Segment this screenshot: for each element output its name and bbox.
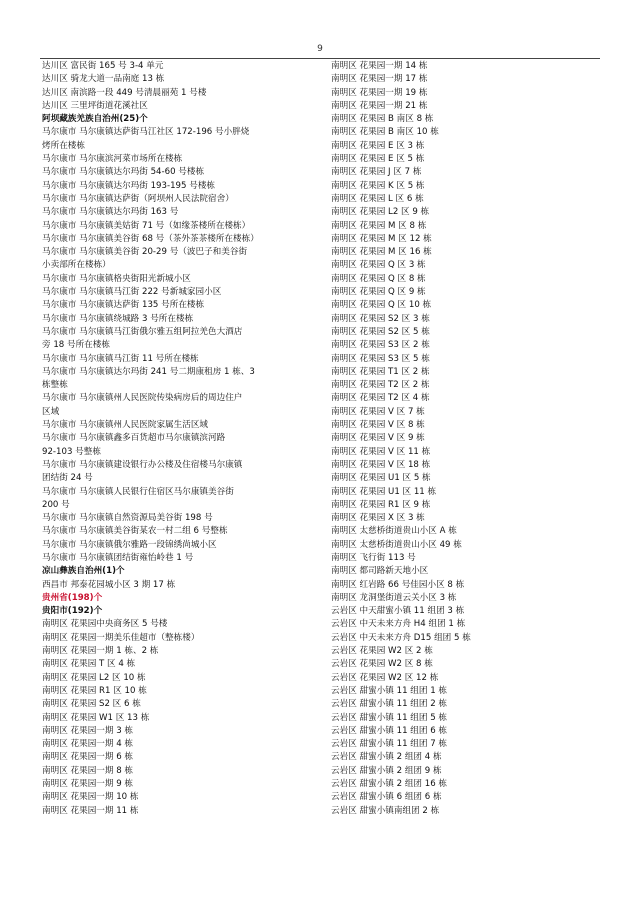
- right-column-entry: 南明区 太慈桥街道贵山小区 A 栋: [331, 526, 457, 537]
- left-column-entry: 200 号: [42, 499, 70, 510]
- right-column-entry: 南明区 花果园 L2 区 9 栋: [331, 207, 430, 218]
- right-column-entry: 南明区 花果园 B 南区 10 栋: [331, 127, 439, 138]
- right-column-entry: 南明区 花果园 M 区 8 栋: [331, 220, 427, 231]
- left-column-entry: 92-103 号整栋: [42, 446, 101, 457]
- left-column-entry: 马尔康市 马尔康镇马江街俄尔雅五组阿拉羌色大酒店: [42, 326, 243, 337]
- left-column-entry: 区域: [42, 406, 60, 417]
- right-column-entry: 南明区 花果园 V 区 9 栋: [331, 433, 425, 444]
- left-column-entry: 团结街 24 号: [42, 473, 93, 484]
- right-column-entry: 南明区 花果园 Q 区 3 栋: [331, 260, 426, 271]
- right-column-entry: 云岩区 甜蜜小镇 2 组团 9 栋: [331, 765, 442, 776]
- left-column-entry: 马尔康市 马尔康镇达尔玛街 193-195 号楼栋: [42, 180, 216, 191]
- left-column-entry: 南明区 花果园 R1 区 10 栋: [42, 685, 147, 696]
- left-column-entry: 南明区 花果园 W1 区 13 栋: [42, 712, 150, 723]
- right-column-entry: 云岩区 甜蜜小镇 11 组团 2 栋: [331, 699, 447, 710]
- left-column-entry: 马尔康市 马尔康镇绕城路 3 号所在楼栋: [42, 313, 194, 324]
- left-column-entry: 西昌市 邦泰花园城小区 3 期 17 栋: [42, 579, 176, 590]
- section-heading: 凉山彝族自治州(1)个: [42, 566, 125, 577]
- right-column-entry: 南明区 花果园 T2 区 2 栋: [331, 380, 430, 391]
- right-column-entry: 南明区 花果园 L 区 6 栋: [331, 193, 424, 204]
- right-column-entry: 南明区 花果园一期 19 栋: [331, 87, 428, 98]
- left-column-entry: 马尔康市 马尔康滨河菜市场所在楼栋: [42, 154, 183, 165]
- left-column-entry: 南明区 花果园一期 4 栋: [42, 739, 134, 750]
- left-column-entry: 马尔康市 马尔康镇建设银行办公楼及住宿楼马尔康镇: [42, 459, 243, 470]
- left-column-entry: 马尔康市 马尔康镇鑫多百货超市马尔康镇滨河路: [42, 433, 226, 444]
- right-column-entry: 南明区 花果园 J 区 7 栋: [331, 167, 422, 178]
- left-column-entry: 南明区 花果园中央商务区 5 号楼: [42, 619, 168, 630]
- right-column-entry: 云岩区 中天未来方舟 D15 组团 5 栋: [331, 632, 471, 643]
- left-column-entry: 烤所在楼栋: [42, 140, 85, 151]
- right-column-entry: 南明区 花果园 E 区 5 栋: [331, 154, 425, 165]
- right-column-entry: 南明区 花果园 S3 区 2 栋: [331, 340, 430, 351]
- left-column-entry: 马尔康市 马尔康镇达尔玛街 163 号: [42, 207, 179, 218]
- right-column-entry: 南明区 花果园一期 14 栋: [331, 61, 428, 71]
- right-column-entry: 南明区 花果园 T2 区 4 栋: [331, 393, 430, 404]
- right-column-entry: 南明区 花果园 V 区 8 栋: [331, 420, 425, 431]
- right-column-entry: 南明区 花果园 S2 区 5 栋: [331, 326, 430, 337]
- left-column-entry: 南明区 花果园一期 11 栋: [42, 805, 139, 816]
- left-column-entry: 南明区 花果园 T 区 4 栋: [42, 659, 136, 670]
- right-column-entry: 南明区 花果园一期 21 栋: [331, 100, 428, 111]
- left-column-entry: 马尔康市 马尔康镇达尔玛街 54-60 号楼栋: [42, 167, 205, 178]
- section-heading: 贵阳市(192)个: [42, 606, 103, 617]
- right-column-entry: 南明区 花果园 V 区 7 栋: [331, 406, 425, 417]
- left-column-entry: 马尔康市 马尔康镇格央街阳光新城小区: [42, 273, 191, 284]
- left-column-entry: 马尔康市 马尔康镇美谷街 68 号（茶外茶茶楼所在楼栋）: [42, 233, 259, 244]
- left-column-entry: 马尔康市 马尔康镇达尔玛街 241 号二期康租房 1 栋、3: [42, 366, 255, 377]
- right-column-entry: 南明区 花果园一期 17 栋: [331, 74, 428, 85]
- right-column-entry: 南明区 花果园 U1 区 5 栋: [331, 473, 431, 484]
- left-column-entry: 小卖部所在楼栋）: [42, 260, 111, 271]
- left-column-entry: 南明区 花果园一期美乐佳超市（整栋楼）: [42, 632, 200, 643]
- right-column-entry: 南明区 花果园 S2 区 3 栋: [331, 313, 430, 324]
- right-column-entry: 云岩区 甜蜜小镇 2 组团 4 栋: [331, 752, 442, 763]
- left-column-entry: 南明区 花果园一期 10 栋: [42, 792, 139, 803]
- right-column-entry: 云岩区 花果园 W2 区 2 栋: [331, 646, 433, 657]
- left-column-entry: 南明区 花果园一期 3 栋: [42, 725, 134, 736]
- section-heading: 阿坝藏族羌族自治州(25)个: [42, 114, 148, 125]
- right-column-entry: 南明区 红岩路 66 号佳园小区 8 栋: [331, 579, 465, 590]
- left-column-entry: 马尔康市 马尔康镇美姑街 71 号（如缘茶楼所在楼栋）: [42, 220, 251, 231]
- header-rule: [40, 58, 600, 59]
- left-column-entry: 南明区 花果园 S2 区 6 栋: [42, 699, 141, 710]
- right-column-entry: 南明区 花果园 R1 区 9 栋: [331, 499, 431, 510]
- right-column-entry: 云岩区 花果园 W2 区 12 栋: [331, 672, 439, 683]
- left-column-entry: 马尔康市 马尔康镇州人民医院家属生活区域: [42, 420, 209, 431]
- right-column-entry: 云岩区 甜蜜小镇 11 组团 1 栋: [331, 685, 447, 696]
- right-column-entry: 南明区 花果园 S3 区 5 栋: [331, 353, 430, 364]
- left-column-entry: 马尔康市 马尔康镇达萨街马江社区 172-196 号小胖烧: [42, 127, 250, 138]
- left-column-entry: 南明区 花果园一期 9 栋: [42, 779, 134, 790]
- right-column-entry: 南明区 花果园 V 区 11 栋: [331, 446, 431, 457]
- right-column-entry: 南明区 太慈桥街道贵山小区 49 栋: [331, 539, 462, 550]
- left-column-entry: 旁 18 号所在楼栋: [42, 340, 110, 351]
- right-column-entry: 云岩区 中天甜蜜小镇 11 组团 3 栋: [331, 606, 465, 617]
- right-column-entry: 南明区 花果园 M 区 16 栋: [331, 247, 432, 258]
- left-column-entry: 南明区 花果园 L2 区 10 栋: [42, 672, 146, 683]
- left-column-entry: 南明区 花果园一期 1 栋、2 栋: [42, 646, 159, 657]
- right-column-entry: 云岩区 甜蜜小镇 11 组团 7 栋: [331, 739, 447, 750]
- left-column-entry: 马尔康市 马尔康镇马江街 222 号新城家园小区: [42, 287, 222, 298]
- left-column-entry: 马尔康市 马尔康镇自然资源局美谷街 198 号: [42, 513, 213, 524]
- left-column-entry: 马尔康市 马尔康镇人民银行住宿区马尔康镇美谷街: [42, 486, 234, 497]
- right-column-entry: 南明区 花果园 Q 区 10 栋: [331, 300, 432, 311]
- left-column-entry: 南明区 花果园一期 8 栋: [42, 765, 134, 776]
- right-column-entry: 云岩区 花果园 W2 区 8 栋: [331, 659, 433, 670]
- right-column-entry: 云岩区 中天未来方舟 H4 组团 1 栋: [331, 619, 466, 630]
- right-column-entry: 南明区 花果园 U1 区 11 栋: [331, 486, 437, 497]
- right-column-entry: 云岩区 甜蜜小镇 11 组团 6 栋: [331, 725, 447, 736]
- left-column-entry: 达川区 骑龙大道一品南庭 13 栋: [42, 74, 165, 85]
- right-column-entry: 南明区 龙洞堡街道云关小区 3 栋: [331, 592, 457, 603]
- left-column-entry: 马尔康市 马尔康镇达萨街（阿坝州人民法院宿舍）: [42, 193, 234, 204]
- right-column-entry: 南明区 花果园 B 南区 8 栋: [331, 114, 434, 125]
- right-column-entry: 南明区 都司路新天地小区: [331, 566, 429, 577]
- right-column-entry: 云岩区 甜蜜小镇 2 组团 16 栋: [331, 779, 447, 790]
- left-column-entry: 马尔康市 马尔康镇州人民医院传染病房后的周边住户: [42, 393, 243, 404]
- left-column-entry: 马尔康市 马尔康镇美谷街 20-29 号（波巴子和美谷街: [42, 247, 248, 258]
- left-column-entry: 栋整栋: [42, 380, 68, 391]
- right-column-entry: 南明区 花果园 X 区 3 栋: [331, 513, 425, 524]
- left-column-entry: 马尔康市 马尔康镇俄尔雅路一段锦绣尚城小区: [42, 539, 217, 550]
- right-column-entry: 南明区 花果园 T1 区 2 栋: [331, 366, 430, 377]
- right-column-entry: 南明区 花果园 E 区 3 栋: [331, 140, 425, 151]
- right-column-entry: 南明区 花果园 V 区 18 栋: [331, 459, 431, 470]
- right-column-entry: 南明区 花果园 M 区 12 栋: [331, 233, 432, 244]
- section-heading: 贵州省(198)个: [42, 592, 103, 603]
- left-column-entry: 达川区 富民街 165 号 3-4 单元: [42, 61, 164, 71]
- left-column-entry: 达川区 三里坪街道花溪社区: [42, 100, 148, 111]
- page-number: 9: [317, 44, 323, 54]
- left-column-entry: 马尔康市 马尔康镇马江街 11 号所在楼栋: [42, 353, 199, 364]
- left-column-entry: 南明区 花果园一期 6 栋: [42, 752, 134, 763]
- left-column: [42, 60, 332, 818]
- left-column-entry: 马尔康市 马尔康镇美谷街某农一村二组 6 号整栋: [42, 526, 228, 537]
- right-column-entry: 南明区 花果园 K 区 5 栋: [331, 180, 425, 191]
- right-column: [331, 60, 606, 818]
- right-column-entry: 云岩区 甜蜜小镇 11 组团 5 栋: [331, 712, 447, 723]
- right-column-entry: 云岩区 甜蜜小镇南组团 2 栋: [331, 805, 440, 816]
- right-column-entry: 南明区 花果园 Q 区 8 栋: [331, 273, 426, 284]
- right-column-entry: 南明区 花果园 Q 区 9 栋: [331, 287, 426, 298]
- right-column-entry: 南明区 飞行街 113 号: [331, 552, 416, 563]
- right-column-entry: 云岩区 甜蜜小镇 6 组团 6 栋: [331, 792, 442, 803]
- left-column-entry: 马尔康市 马尔康镇达萨街 135 号所在楼栋: [42, 300, 205, 311]
- left-column-entry: 马尔康市 马尔康镇团结街雍怡岭巷 1 号: [42, 552, 194, 563]
- left-column-entry: 达川区 南滨路一段 449 号清晨丽苑 1 号楼: [42, 87, 207, 98]
